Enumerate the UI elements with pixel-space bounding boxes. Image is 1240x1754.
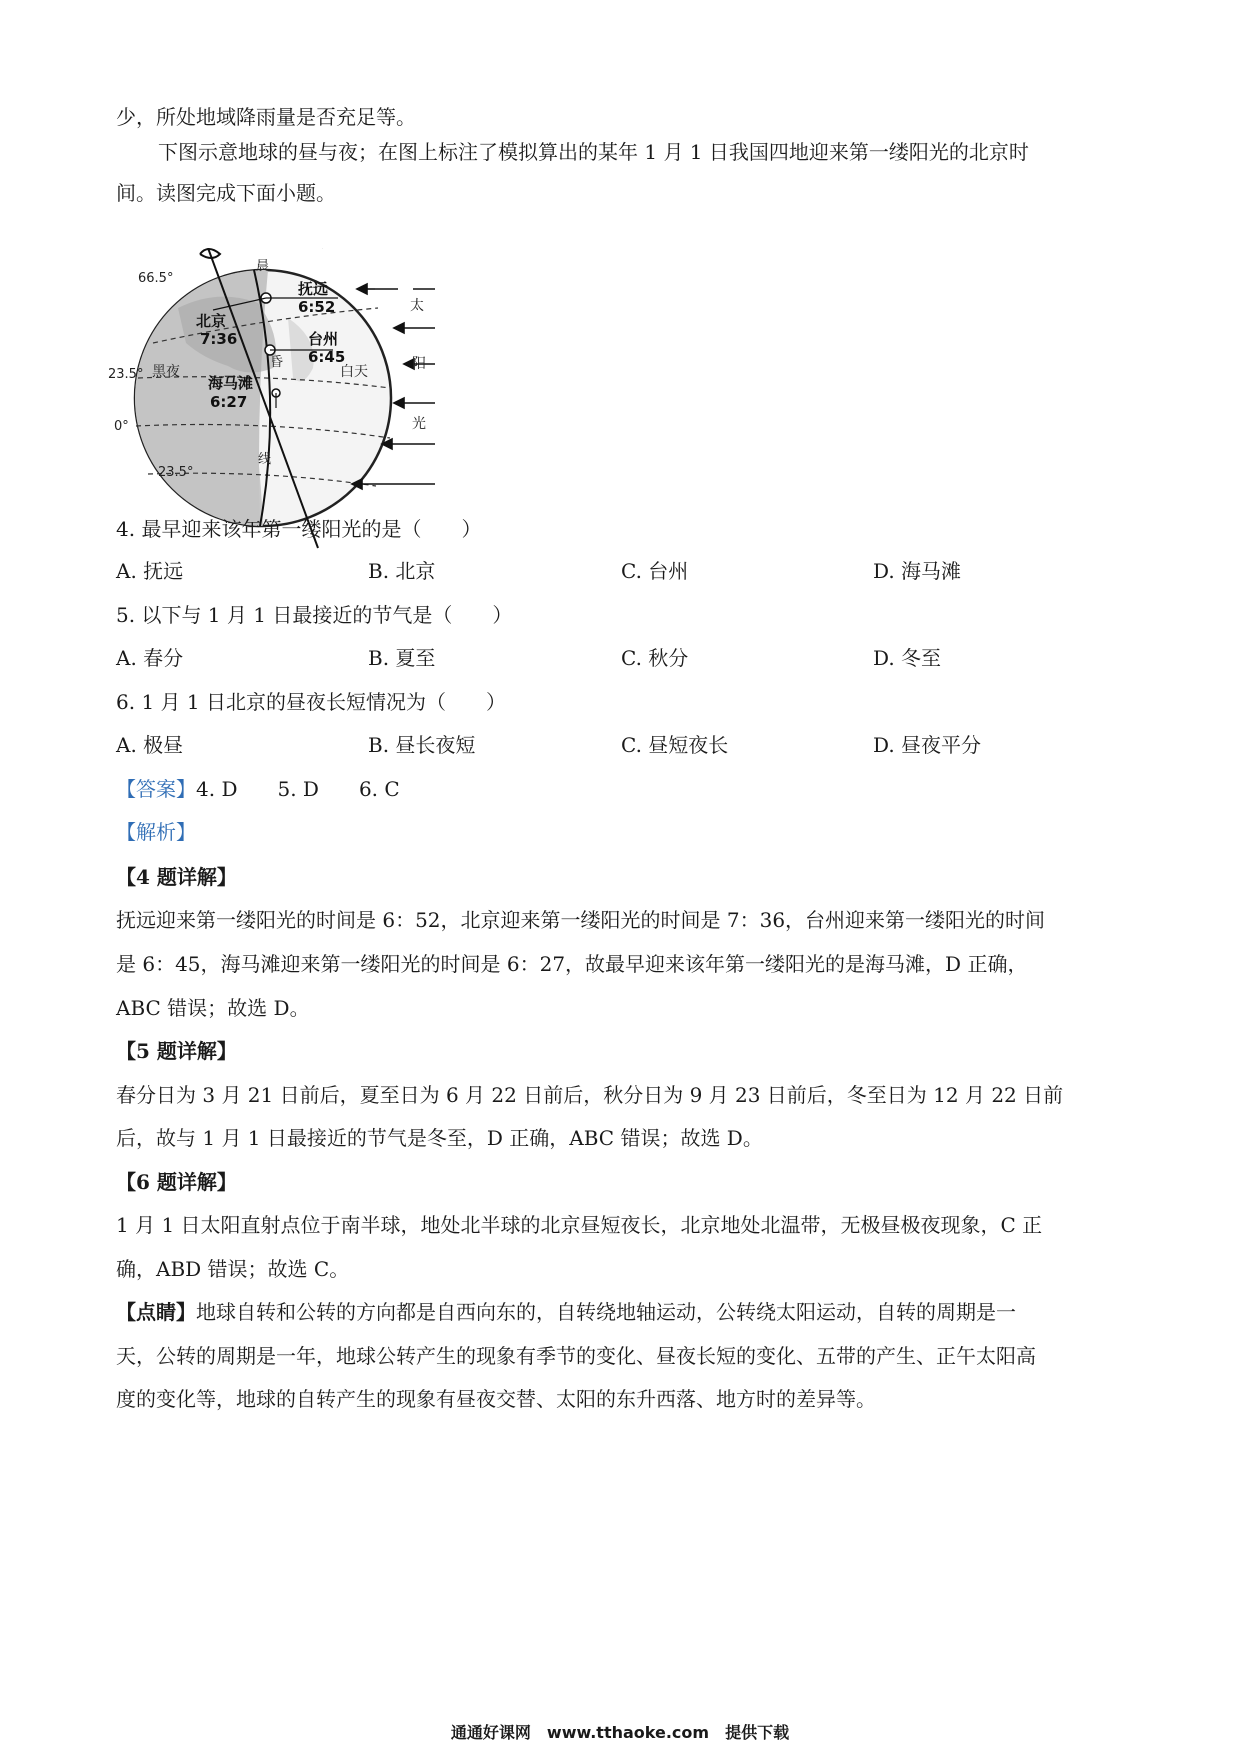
d6-line-1: 1 月 1 日太阳直射点位于南半球，地处北半球的北京昼短夜长，北京地处北温带，无极昼极夜现象，C 正 bbox=[116, 1213, 1043, 1237]
q5-option-d: D. 冬至 bbox=[873, 646, 942, 670]
terminator-char-3: 线 bbox=[258, 452, 272, 467]
sun-char-3: 光 bbox=[412, 416, 426, 432]
q6-stem: 6. 1 月 1 日北京的昼夜长短情况为（ ） bbox=[116, 690, 506, 714]
answer-line bbox=[116, 774, 1126, 804]
q5-option-b: B. 夏至 bbox=[368, 646, 436, 670]
d4-line-3: ABC 错误；故选 D。 bbox=[116, 996, 310, 1020]
dianjing-line-3: 度的变化等，地球的自转产生的现象有昼夜交替、太阳的东升西落、地方时的差异等。 bbox=[116, 1387, 876, 1411]
d4-title: 【4 题详解】 bbox=[116, 865, 237, 889]
footer-text: 通通好课网 www.tthaoke.com 提供下载 bbox=[450, 1723, 790, 1742]
day-label: 白天 bbox=[340, 364, 368, 380]
answer-label: 【答案】 bbox=[116, 777, 196, 801]
terminator-char-2: 昏 bbox=[270, 355, 284, 370]
q6-options bbox=[116, 730, 1126, 760]
terminator-char-1: 晨 bbox=[256, 259, 270, 274]
q4-option-c: C. 台州 bbox=[621, 559, 689, 583]
d4-line-1: 抚远迎来第一缕阳光的时间是 6：52，北京迎来第一缕阳光的时间是 7：36，台州迎来第一缕阳光的时间 bbox=[116, 908, 1046, 932]
q6-option-c: C. 昼短夜长 bbox=[621, 733, 729, 757]
lat-235n-label: 23.5° bbox=[108, 367, 144, 382]
q6-option-d: D. 昼夜平分 bbox=[873, 733, 982, 757]
dianjing-line-2: 天，公转的周期是一年，地球公转产生的现象有季节的变化、昼夜长短的变化、五带的产生、正午太阳高 bbox=[116, 1344, 1036, 1368]
intro-line-3: 间。读图完成下面小题。 bbox=[116, 181, 336, 205]
q6-option-b: B. 昼长夜短 bbox=[368, 733, 476, 757]
q4-stem: 4. 最早迎来该年第一缕阳光的是（ ） bbox=[116, 517, 482, 541]
d6-line-2: 确，ABD 错误；故选 C。 bbox=[116, 1257, 350, 1281]
haimatan-time: 6:27 bbox=[210, 393, 248, 411]
q4-option-b: B. 北京 bbox=[368, 559, 436, 583]
taizhou-label: 台州 bbox=[308, 330, 339, 348]
haimatan-label: 海马滩 bbox=[208, 374, 254, 392]
dianjing-label: 【点睛】 bbox=[116, 1300, 196, 1324]
beijing-label: 北京 bbox=[196, 312, 227, 330]
fuyuan-label: 抚远 bbox=[298, 280, 329, 298]
dianjing-text-1: 地球自转和公转的方向都是自西向东的，自转绕地轴运动，公转绕太阳运动，自转的周期是一 bbox=[196, 1300, 1016, 1324]
d6-title: 【6 题详解】 bbox=[116, 1170, 237, 1194]
night-label: 黑夜 bbox=[152, 364, 180, 380]
answer-text: 4. D 5. D 6. C bbox=[196, 777, 400, 801]
lat-235s-label: 23.5° bbox=[158, 465, 194, 480]
q6-option-a: A. 极昼 bbox=[116, 733, 184, 757]
analysis-label: 【解析】 bbox=[116, 820, 196, 844]
q5-option-a: A. 春分 bbox=[116, 646, 184, 670]
earth-diagram-svg bbox=[108, 248, 498, 558]
taizhou-time: 6:45 bbox=[308, 348, 346, 366]
q5-option-c: C. 秋分 bbox=[621, 646, 689, 670]
fuyuan-time: 6:52 bbox=[298, 298, 336, 316]
q4-option-d: D. 海马滩 bbox=[873, 559, 962, 583]
intro-line-2: 下图示意地球的昼与夜；在图上标注了模拟算出的某年 1 月 1 日我国四地迎来第一缕阳光的北京时 bbox=[158, 140, 1029, 164]
q4-option-a: A. 抚远 bbox=[116, 559, 184, 583]
d4-line-2: 是 6：45，海马滩迎来第一缕阳光的时间是 6：27，故最早迎来该年第一缕阳光的是海马滩，D 正确， bbox=[116, 952, 1028, 976]
q5-options bbox=[116, 643, 1126, 673]
sun-char-2: 阳 bbox=[412, 356, 426, 372]
intro-line-1: 少，所处地域降雨量是否充足等。 bbox=[116, 105, 416, 129]
d5-line-1: 春分日为 3 月 21 日前后，夏至日为 6 月 22 日前后，秋分日为 9 月 23 日前后，冬至日为 12 月 22 日前 bbox=[116, 1083, 1064, 1107]
q4-options bbox=[116, 556, 1126, 586]
d5-title: 【5 题详解】 bbox=[116, 1039, 237, 1063]
d5-line-2: 后，故与 1 月 1 日最接近的节气是冬至，D 正确，ABC 错误；故选 D。 bbox=[116, 1126, 763, 1150]
lat-665-label: 66.5° bbox=[138, 271, 174, 286]
q5-stem: 5. 以下与 1 月 1 日最接近的节气是（ ） bbox=[116, 603, 513, 627]
beijing-time: 7:36 bbox=[200, 330, 238, 348]
sun-char-1: 太 bbox=[410, 298, 424, 314]
dianjing-line-1 bbox=[116, 1297, 1126, 1327]
earth-day-night-figure bbox=[108, 248, 498, 558]
lat-0-label: 0° bbox=[114, 419, 129, 434]
